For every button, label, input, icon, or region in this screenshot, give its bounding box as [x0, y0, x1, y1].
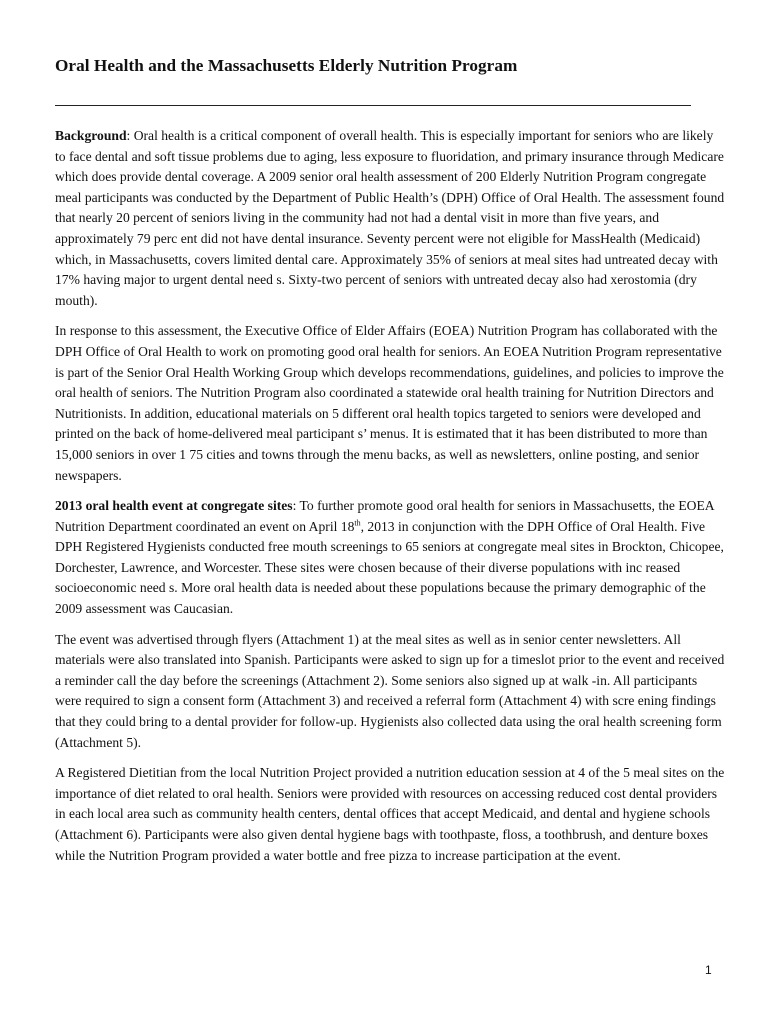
document-body: [55, 126, 725, 876]
paragraph-heading: 2013 oral health event at congregate sites: [55, 498, 293, 514]
paragraph-heading: Background: [55, 128, 127, 143]
paragraph-response: In response to this assessment, the Executive Office of Elder Affairs (EOEA) Nutrition Program has collaborated with the DPH Office of Oral Health to work on promoting good oral health for seniors. An EOEA Nutrition Program representative is part of the Senior Oral Health Working Group which develops recommendations, guidelines, and policies to improve the oral health of seniors. The Nutrition Program also coordinated a statewide oral health training for Nutrition Directors and Nutritionists. In addition, educational materials on 5 different oral health topics targeted to seniors were developed and printed on the back of home-delivered meal participant s’ menus. It is estimated that it has been distributed to more than 15,000 seniors in over 1 75 cities and towns through the menu backs, as well as newsletters, online posting, and senior newspapers.: [55, 323, 724, 483]
paragraph-advertising: The event was advertised through flyers (Attachment 1) at the meal sites as well as in senior center newsletters. All materials were also translated into Spanish. Participants were asked to sign up for a timeslot prior to the event and received a reminder call the day before the screenings (Attachment 2). Some seniors also signed up at walk -in. All participants were required to sign a consent form (Attachment 3) and received a referral form (Attachment 4) with scre ening findings that they could bring to a dental provider for follow-up. Hygienists also collected data using the oral health screening form (Attachment 5).: [55, 631, 725, 750]
ordinal-superscript: th: [354, 518, 361, 528]
paragraph-nutrition-education: A Registered Dietitian from the local Nutrition Project provided a nutrition education session at 4 of the 5 meal sites on the importance of diet related to oral health. Seniors were provided with resources on accessing reduced cost dental providers in each local area such as community health centers, dental offices that accept Medicaid, and dental and hygiene schools (Attachment 6). Participants were also given dental hygiene bags with toothpaste, floss, a toothbrush, and denture boxes while the Nutrition Program provided a water bottle and free pizza to increase participation at the event.: [55, 765, 725, 863]
paragraph-background: [55, 126, 725, 311]
paragraph-text: : To further promote good oral health for seniors in Massachusetts, the EOEA Nutrition Department coordinated an event on April 18: [55, 498, 714, 534]
paragraph-text: , 2013 in conjunction with the DPH Office of Oral Health. Five DPH Registered Hygienists conducted free mouth screenings to 65 seniors at congregate meal sites in Brockton, Chicopee, Dorchester, Lawrence, and Worcester. These sites were chosen because of their diverse populations with inc reased socioeconomic need s. More oral health data is needed about these populations because the primary demographic of the 2009 assessment was Caucasian.: [55, 518, 724, 617]
paragraph-text: : Oral health is a critical component of overall health. This is especially important for seniors who are likely to face dental and soft tissue problems due to aging, less exposure to fluoridation, and primary insurance through Medicare which does provide dental coverage. A 2009 senior oral health assessment of 200 Elderly Nutrition Program congregate meal participants was conducted by the Department of Public Health’s (DPH) Office of Oral Health. The assessment found that nearly 20 percent of seniors living in the community had not had a dental visit in more than five years, and approximately 79 perc ent did not have dental insurance. Seventy percent were not eligible for MassHealth (Medicaid) which, in Massachusetts, covers limited dental care. Approximately 35% of seniors at meal sites had untreated decay with 17% having major to urgent dental need s. Sixty-two percent of seniors with untreated decay also had xerostomia (dry mouth).: [55, 128, 725, 308]
page-number: 1: [705, 963, 712, 977]
title-divider: [55, 105, 691, 106]
paragraph-event-2013: [55, 496, 725, 620]
document-title: Oral Health and the Massachusetts Elderly Nutrition Program: [55, 56, 518, 75]
